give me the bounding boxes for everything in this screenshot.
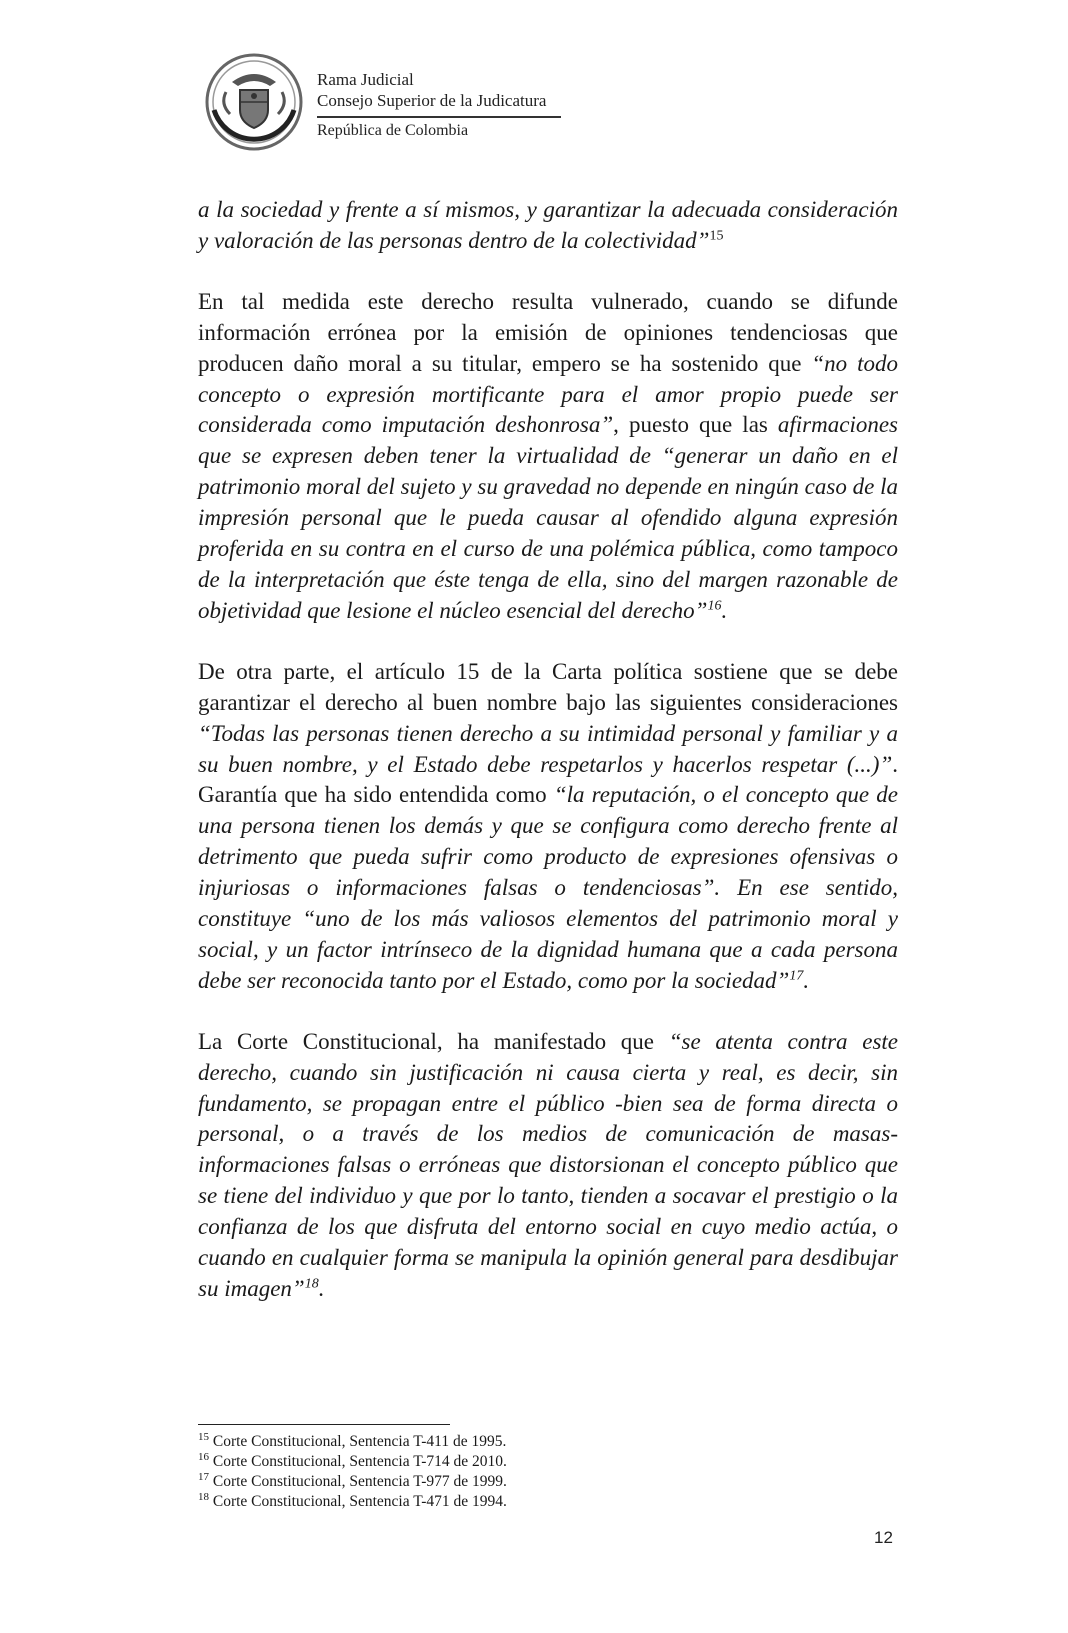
- footnote-ref: 17: [789, 968, 804, 984]
- paragraph-text: La Corte Constitucional, ha manifestado que: [198, 1028, 669, 1054]
- footnote-divider: [198, 1424, 450, 1425]
- footnotes: [198, 1432, 798, 1512]
- footnote-ref: 18: [304, 1276, 319, 1292]
- paragraph-3: [198, 657, 898, 997]
- entity-name: Rama Judicial: [317, 70, 414, 89]
- quote-text: “la reputación, o el concepto que de una persona tienen los demás y que se configura como derecho frente al detrimento que pueda sufrir como producto de expresiones ofensivas o injuriosas o informaciones falsas o tendenciosas”. En ese sentido, constituye “uno de los más valiosos elementos del patrimonio moral y social, y un factor intrínseco de la dignidad humana que a cada persona debe ser reconocida tanto por el Estado, como por la sociedad”: [198, 782, 898, 993]
- quote-text: “Todas las personas tienen derecho a su intimidad personal y familiar y a su buen nombre, y el Estado debe respetarlos y hacerlos respetar (...)”: [198, 720, 898, 777]
- paragraph-text: , puesto que las: [613, 412, 778, 438]
- footnote-number: 17: [198, 1470, 209, 1483]
- paragraph-end: .: [318, 1276, 325, 1301]
- letterhead: [204, 52, 604, 162]
- footnote-text: Corte Constitucional, Sentencia T-471 de 1994.: [212, 1493, 507, 1510]
- footnote: [198, 1472, 798, 1492]
- footnote-text: Corte Constitucional, Sentencia T-977 de 1999.: [212, 1473, 507, 1490]
- header-divider: [317, 116, 561, 118]
- paragraph-1: [198, 195, 898, 257]
- page-number: 12: [874, 1528, 893, 1547]
- paragraph-text: . Garantía que ha sido entendida como: [198, 751, 898, 808]
- quote-text: afirmaciones que se expresen deben tener la virtualidad de “generar un daño en el patrimonio moral del sujeto y su gravedad no depende en ningún caso de la impresión personal que le pueda causar al ofendido alguna expresión proferida en su contra en el curso de una polémica pública, como tampoco de la interpretación que éste tenga de ella, sino del margen razonable de objetividad que lesione el núcleo esencial del derecho”: [198, 412, 899, 623]
- paragraph-text: En tal medida este derecho resulta vulnerado, cuando se difunde información errónea por la emisión de opiniones tendenciosas que producen daño moral a su titular, empero se ha sostenido que: [198, 288, 898, 376]
- paragraph-end: .: [721, 597, 728, 623]
- footnote-text: Corte Constitucional, Sentencia T-714 de 2010.: [212, 1453, 507, 1470]
- document-body: [198, 195, 898, 1305]
- paragraph-2: [198, 287, 898, 627]
- footnote-ref: 15: [709, 228, 724, 244]
- quote-text: “se atenta contra este derecho, cuando sin justificación ni causa cierta y real, es decir, sin fundamento, se propagan entre el público -bien sea de forma directa o personal, o a través de los medios de comunicación de masas- informaciones falsas o erróneas que distorsionan el concepto público que se tiene del individuo y que por lo tanto, tienden a socavar el prestigio o la confianza de los que disfruta del entorno social en cuyo medio actúa, o cuando en cualquier forma se manipula la opinión general para desdibujar su imagen”: [198, 1028, 899, 1301]
- footnote: [198, 1432, 798, 1452]
- entity-subname: Consejo Superior de la Judicatura: [317, 91, 547, 110]
- country-name: República de Colombia: [317, 122, 469, 139]
- paragraph-end: .: [803, 967, 810, 993]
- footnote: [198, 1452, 798, 1472]
- paragraph-4: [198, 1027, 898, 1305]
- footnote-text: Corte Constitucional, Sentencia T-411 de 1995.: [212, 1433, 507, 1450]
- quote-text: a la sociedad y frente a sí mismos, y garantizar la adecuada consideración y valoración de las personas dentro de la colectividad”: [198, 197, 898, 253]
- footnote-number: 16: [198, 1450, 209, 1463]
- footnote-ref: 16: [707, 598, 722, 614]
- footnote-number: 18: [198, 1490, 209, 1503]
- footnote: [198, 1492, 798, 1512]
- coat-of-arms-seal-icon: [204, 52, 304, 152]
- quote-text: “no todo concepto o expresión mortificante para el amor propio puede ser considerada como imputación deshonrosa”: [198, 350, 898, 438]
- footnote-number: 15: [198, 1430, 209, 1443]
- paragraph-text: De otra parte, el artículo 15 de la Carta política sostiene que se debe garantizar el derecho al buen nombre bajo las siguientes consideraciones: [198, 658, 898, 715]
